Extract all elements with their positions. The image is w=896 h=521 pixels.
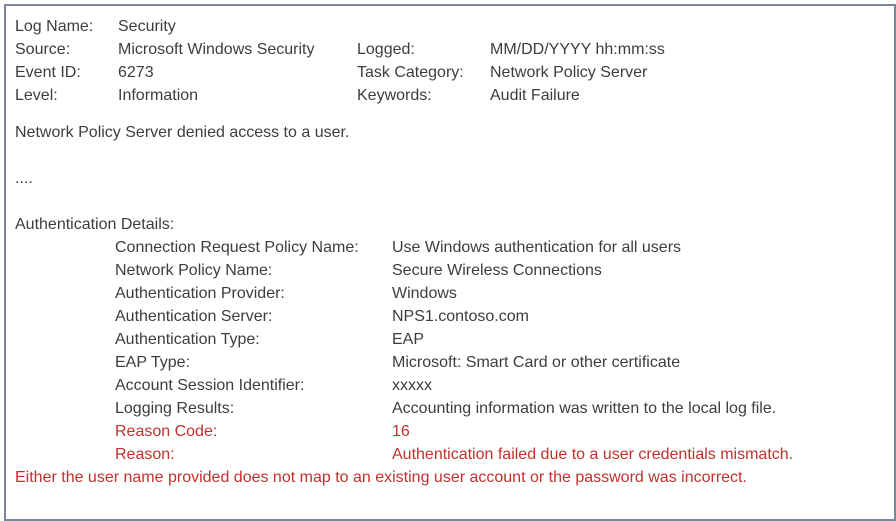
header-row-log-name: [15, 15, 894, 38]
detail-row-eap-type: [15, 351, 894, 374]
reason-footnote: Either the user name provided does not map to an existing user account or the password was incorrect.: [15, 469, 747, 486]
detail-label: Connection Request Policy Name:: [115, 239, 359, 256]
detail-value: Secure Wireless Connections: [392, 262, 602, 279]
detail-row-reason: [15, 443, 894, 466]
detail-row-logging-results: [15, 397, 894, 420]
keywords-label: Keywords:: [357, 87, 432, 104]
log-name-value: Security: [118, 18, 176, 35]
detail-value: Microsoft: Smart Card or other certificate: [392, 354, 681, 371]
detail-value: NPS1.contoso.com: [392, 308, 529, 325]
task-category-label: Task Category:: [357, 64, 464, 81]
detail-row-authentication-provider: [15, 282, 894, 305]
level-value: Information: [118, 87, 199, 104]
level-label: Level:: [15, 87, 58, 104]
detail-value: 16: [392, 423, 410, 440]
event-id-value: 6273: [118, 64, 154, 81]
source-label: Source:: [15, 41, 71, 58]
detail-row-authentication-server: [15, 305, 894, 328]
event-id-label: Event ID:: [15, 64, 81, 81]
detail-value: Use Windows authentication for all users: [392, 239, 682, 256]
event-message: Network Policy Server denied access to a user.: [15, 124, 350, 141]
detail-value: Accounting information was written to the local log file.: [392, 400, 777, 417]
header-row-event-id: [15, 61, 894, 84]
header-row-level: [15, 84, 894, 107]
logged-label: Logged:: [357, 41, 415, 58]
detail-label: Authentication Server:: [115, 308, 273, 325]
omitted-text-ellipsis: ....: [15, 170, 33, 187]
detail-label: Network Policy Name:: [115, 262, 273, 279]
header-row-source: [15, 38, 894, 61]
event-log-record: [4, 4, 896, 521]
detail-value: EAP: [392, 331, 425, 348]
detail-value: Authentication failed due to a user credentials mismatch.: [392, 446, 794, 463]
detail-label: Account Session Identifier:: [115, 377, 305, 394]
detail-label: Logging Results:: [115, 400, 235, 417]
logged-value: MM/DD/YYYY hh:mm:ss: [490, 41, 665, 58]
detail-row-network-policy-name: [15, 259, 894, 282]
task-category-value: Network Policy Server: [490, 64, 648, 81]
detail-row-account-session-identifier: [15, 374, 894, 397]
source-value: Microsoft Windows Security: [118, 41, 315, 58]
detail-label: Reason Code:: [115, 423, 218, 440]
detail-value: xxxxx: [392, 377, 432, 394]
detail-row-authentication-type: [15, 328, 894, 351]
keywords-value: Audit Failure: [490, 87, 580, 104]
detail-label: Reason:: [115, 446, 175, 463]
detail-label: EAP Type:: [115, 354, 191, 371]
detail-label: Authentication Provider:: [115, 285, 285, 302]
detail-row-reason-code: [15, 420, 894, 443]
detail-value: Windows: [392, 285, 457, 302]
log-name-label: Log Name:: [15, 18, 94, 35]
detail-label: Authentication Type:: [115, 331, 260, 348]
detail-row-connection-request-policy: [15, 236, 894, 259]
authentication-details-heading: Authentication Details:: [15, 216, 175, 233]
